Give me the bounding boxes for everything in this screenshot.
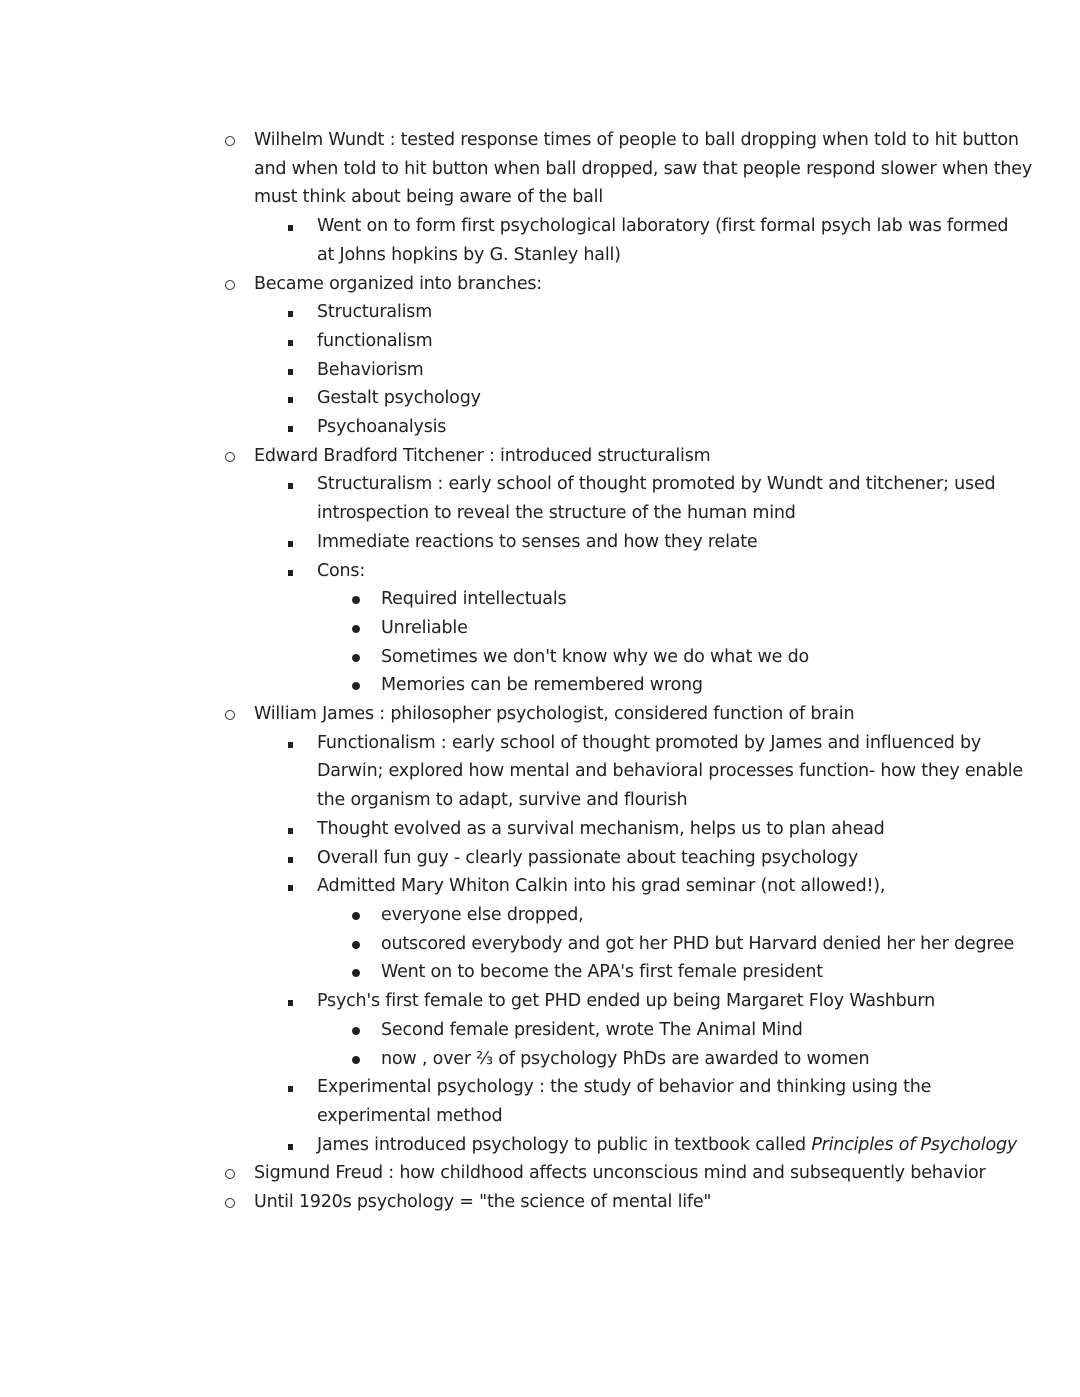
square-bullet-icon [284,327,296,356]
list-item [0,643,1080,672]
list-item [0,384,1080,413]
list-item [0,298,1080,327]
list-item [0,729,1080,758]
note-text: Sometimes we don't know why we do what we do [381,646,809,667]
hollow-bullet-icon [224,1188,236,1218]
square-bullet-icon [284,1073,296,1102]
list-item [0,987,1080,1016]
note-text: Behaviorism [317,359,424,380]
list-item [0,872,1080,901]
note-continuation: and when told to hit button when ball dropped, saw that people respond slower when they [254,158,1032,179]
list-item [0,356,1080,385]
filled-bullet-icon [350,585,362,614]
list-item [0,614,1080,643]
list-item [0,585,1080,614]
square-bullet-icon [284,872,296,901]
note-text: Functionalism : early school of thought promoted by James and influenced by [317,732,982,753]
note-text: William James : philosopher psychologist, considered function of brain [254,704,855,725]
square-bullet-icon [284,298,296,327]
note-text: James introduced psychology to public in textbook called [317,1134,812,1155]
note-text: Overall fun guy - clearly passionate about teaching psychology [317,847,858,868]
square-bullet-icon [284,729,296,758]
note-text: Second female president, wrote The Animal Mind [381,1019,803,1040]
note-text: Admitted Mary Whiton Calkin into his grad seminar (not allowed!), [317,876,886,897]
list-item [0,557,1080,586]
square-bullet-icon [284,1131,296,1160]
note-text: Structuralism [317,302,433,323]
filled-bullet-icon [350,671,362,700]
list-item [0,327,1080,356]
filled-bullet-icon [350,930,362,959]
note-text: Psych's first female to get PHD ended up being Margaret Floy Washburn [317,991,936,1012]
note-text: functionalism [317,330,433,351]
note-text: Gestalt psychology [317,388,481,409]
list-item [0,1045,1080,1074]
list-item [0,700,1080,729]
note-continuation: the organism to adapt, survive and flourish [317,790,688,811]
square-bullet-icon [284,844,296,873]
hollow-bullet-icon [224,126,236,156]
note-text: Became organized into branches: [254,273,542,294]
list-item [0,958,1080,987]
note-text: Required intellectuals [381,589,567,610]
filled-bullet-icon [350,1016,362,1045]
filled-bullet-icon [350,614,362,643]
square-bullet-icon [284,384,296,413]
note-text: Experimental psychology : the study of behavior and thinking using the [317,1077,932,1098]
square-bullet-icon [284,212,296,241]
list-item [0,815,1080,844]
hollow-bullet-icon [224,1159,236,1189]
list-item [0,270,1080,299]
list-item [0,528,1080,557]
square-bullet-icon [284,557,296,586]
square-bullet-icon [284,413,296,442]
list-item [0,1159,1080,1188]
note-continuation: at Johns hopkins by G. Stanley hall) [317,244,621,265]
square-bullet-icon [284,528,296,557]
list-item [0,470,1080,499]
list-item [0,126,1080,155]
square-bullet-icon [284,815,296,844]
list-item [0,671,1080,700]
hollow-bullet-icon [224,700,236,730]
list-item [0,442,1080,471]
note-continuation: must think about being aware of the ball [254,187,604,208]
filled-bullet-icon [350,958,362,987]
list-item [0,413,1080,442]
list-item [0,1188,1080,1217]
note-continuation: Darwin; explored how mental and behavioral processes function- how they enable [317,761,1023,782]
square-bullet-icon [284,470,296,499]
hollow-bullet-icon [224,442,236,472]
note-text: Thought evolved as a survival mechanism, helps us to plan ahead [317,818,885,839]
note-text: Went on to form first psychological laboratory (first formal psych lab was formed [317,216,1009,237]
list-item [0,1131,1080,1160]
note-text: Immediate reactions to senses and how they relate [317,531,758,552]
note-text: Sigmund Freud : how childhood affects unconscious mind and subsequently behavior [254,1163,986,1184]
filled-bullet-icon [350,643,362,672]
note-text: Unreliable [381,617,468,638]
square-bullet-icon [284,356,296,385]
note-text: Until 1920s psychology = "the science of mental life" [254,1192,712,1213]
filled-bullet-icon [350,1045,362,1074]
hollow-bullet-icon [224,270,236,300]
note-text: Memories can be remembered wrong [381,675,703,696]
note-text: outscored everybody and got her PHD but Harvard denied her her degree [381,933,1015,954]
note-text: Cons: [317,560,366,581]
note-text: Edward Bradford Titchener : introduced structuralism [254,445,711,466]
list-item [0,1016,1080,1045]
note-continuation: experimental method [317,1105,503,1126]
note-text: Structuralism : early school of thought promoted by Wundt and titchener; used [317,474,996,495]
note-text: Wilhelm Wundt : tested response times of people to ball dropping when told to hit button [254,130,1019,150]
book-title: Principles of Psychology [811,1134,1018,1155]
note-text: Psychoanalysis [317,417,447,438]
note-text: Went on to become the APA's first female president [381,962,823,983]
list-item [0,901,1080,930]
list-item [0,1073,1080,1102]
notes-page [0,126,1080,1217]
filled-bullet-icon [350,901,362,930]
list-item [0,930,1080,959]
note-text: now , over ⅔ of psychology PhDs are awarded to women [381,1048,870,1069]
list-item [0,212,1080,241]
list-item [0,844,1080,873]
note-continuation: introspection to reveal the structure of the human mind [317,503,796,524]
note-text: everyone else dropped, [381,904,584,925]
square-bullet-icon [284,987,296,1016]
